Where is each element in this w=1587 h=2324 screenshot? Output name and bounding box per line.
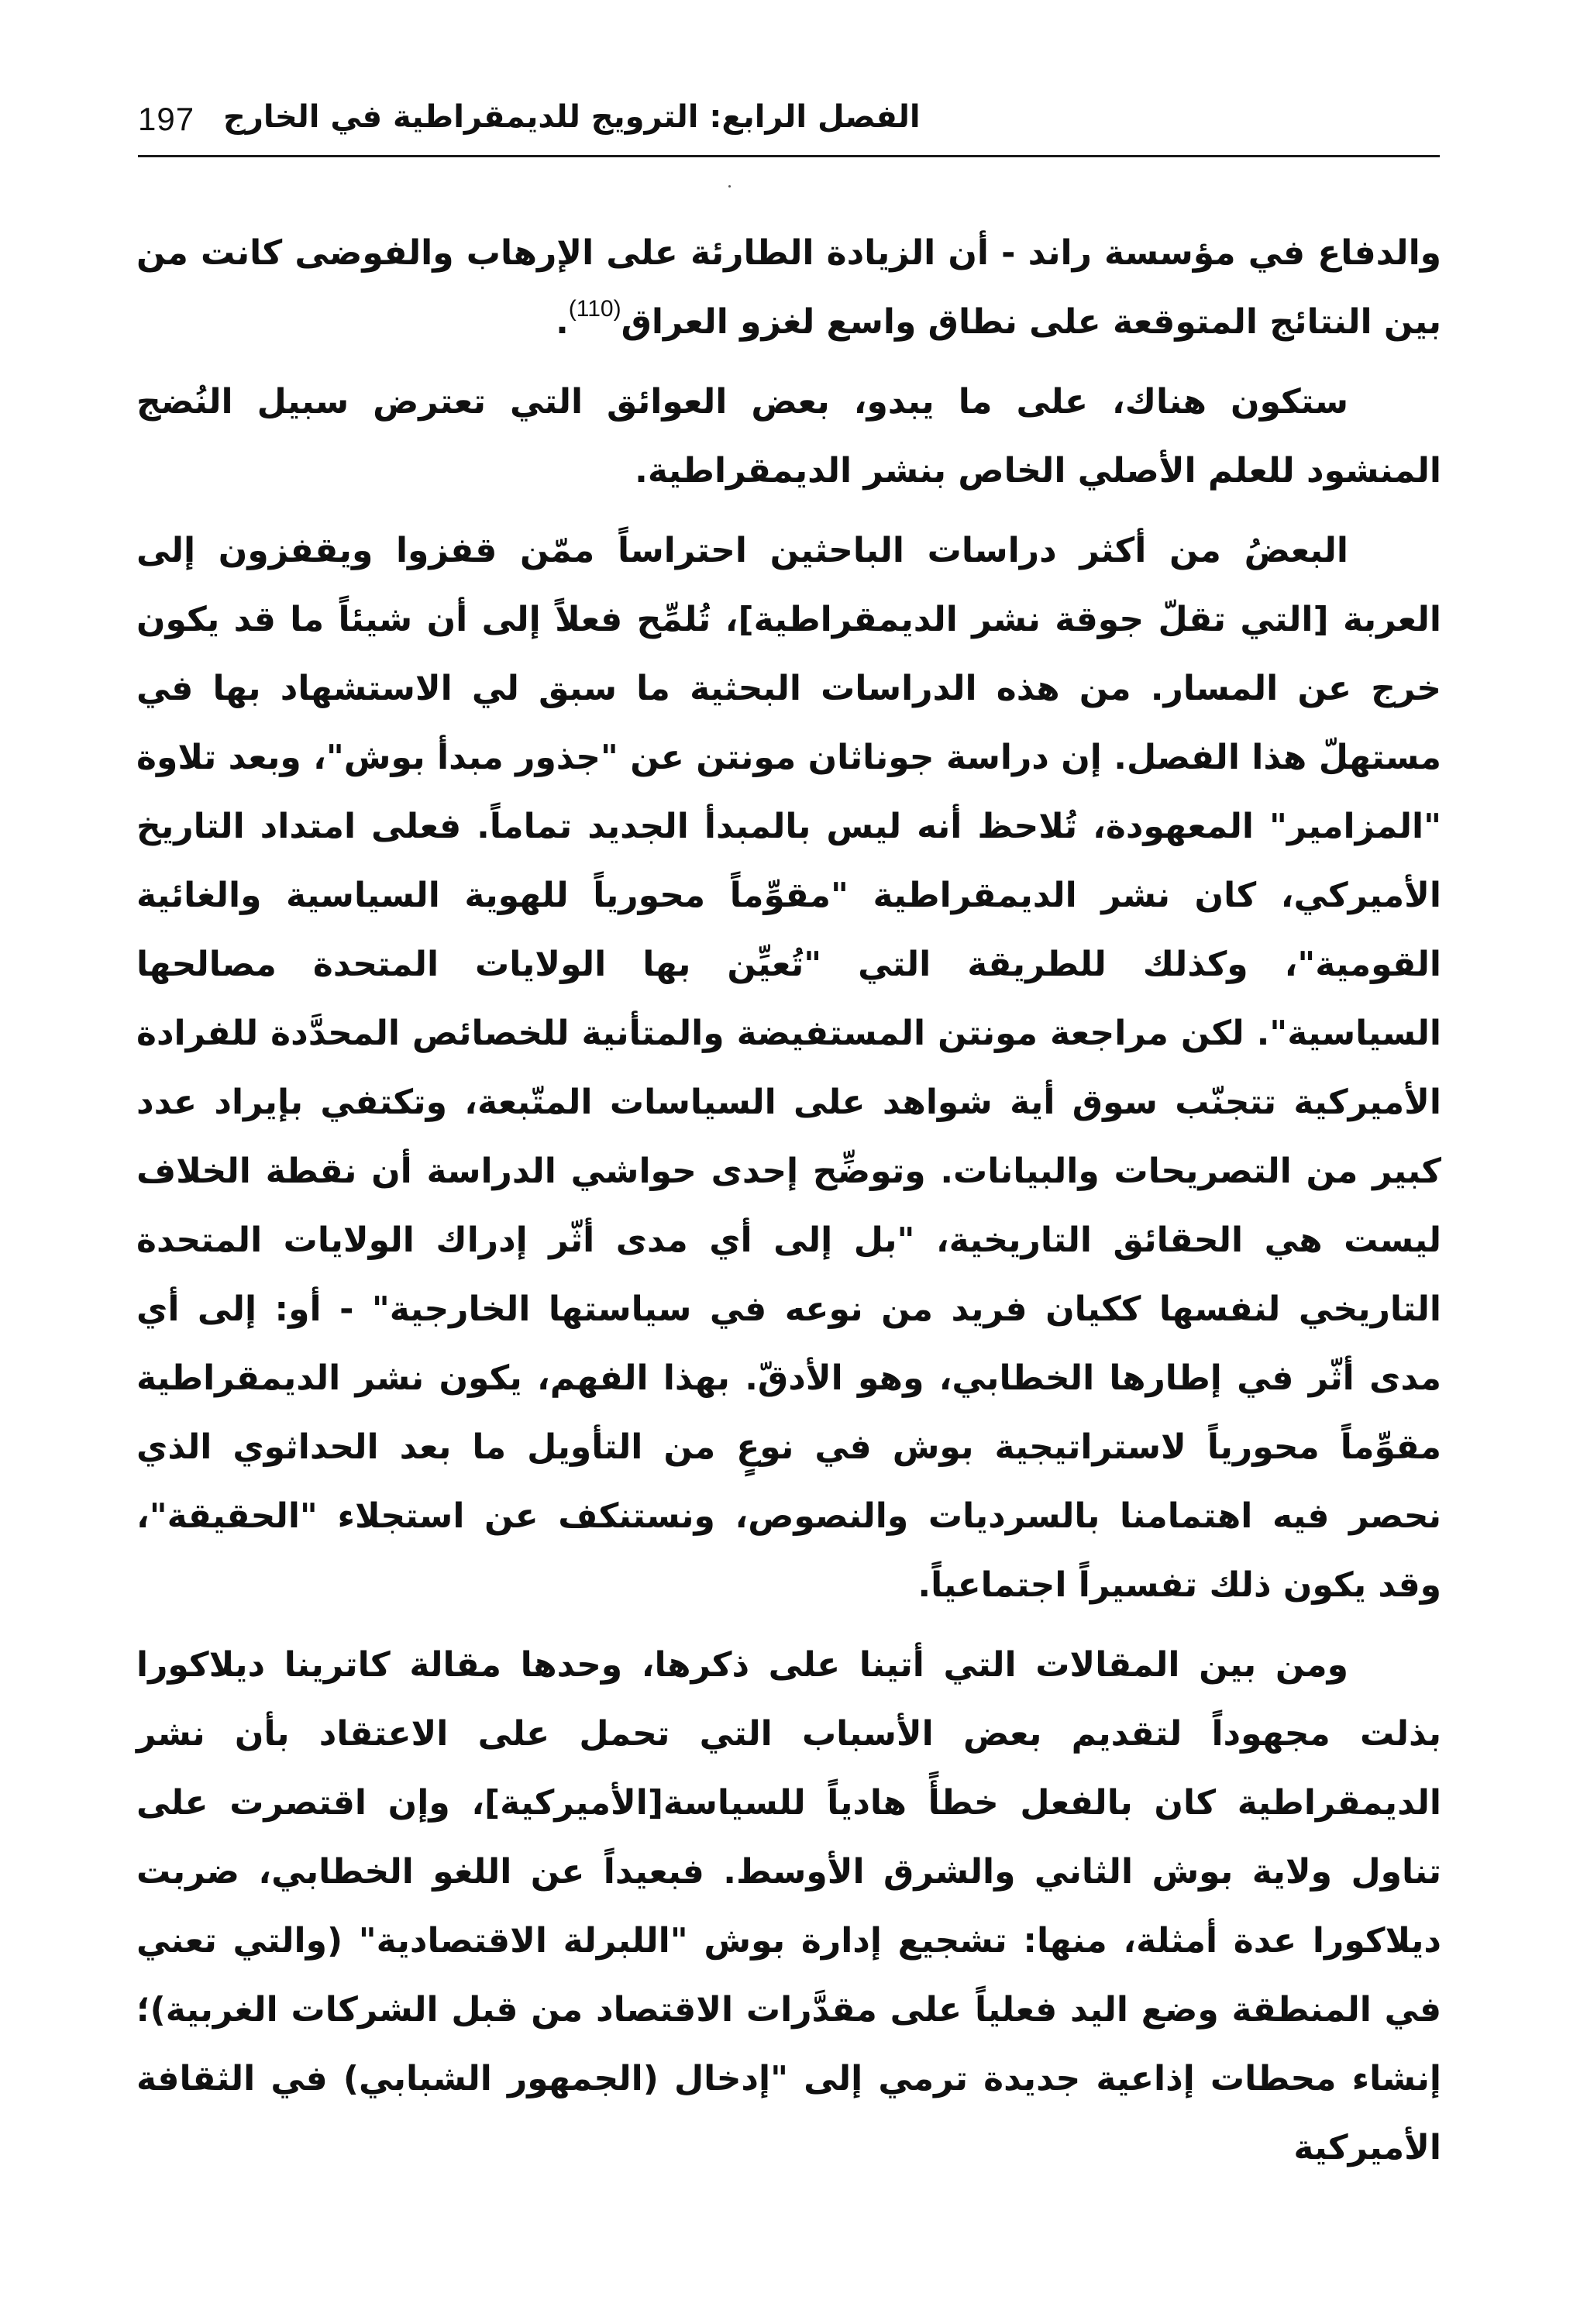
paragraph-2: ستكون هناك، على ما يبدو، بعض العوائق التي تعترض سبيل النُضج المنشود للعلم الأصلي الخاص بنشر الديمقراطية. [136,382,1441,491]
paragraph-1 [136,219,1441,356]
footnote-reference: (110) [568,296,621,322]
paragraph-1-end: . [556,302,569,342]
header-divider [138,155,1440,157]
paragraph-4: ومن بين المقالات التي أتينا على ذكرها، وحدها مقالة كاترينا ديلاكورا بذلت مجهوداً لتقديم بعض الأسباب التي تحمل على الاعتقاد بأن نشر الديمقراطية كان بالفعل خطأً هادياً للسياسة[الأميركية]، وإن اقتصرت على تناول ولاية بوش الثاني والشرق الأوسط. فبعيداً عن اللغو الخطابي، ضربت ديلاكورا عدة أمثلة، منها: تشجيع إدارة بوش "اللبرلة الاقتصادية" (والتي تعني في المنطقة وضع اليد فعلياً على مقدَّرات الاقتصاد من قبل الشركات الغربية)؛ إنشاء محطات إذاعية جديدة ترمي إلى "إدخال (الجمهور الشبابي) في الثقافة الأميركية [136,1645,1441,2167]
paragraph-1-text: والدفاع في مؤسسة راند - أن الزيادة الطارئة على الإرهاب والفوضى كانت من بين النتائج المتوقعة على نطاق واسع لغزو العراق [136,233,1441,342]
paragraph-3: البعضُ من أكثر دراسات الباحثين احتراساً ممّن قفزوا ويقفزون إلى العربة [التي تقلّ جوقة نشر الديمقراطية]، تُلمِّح فعلاً إلى أن شيئاً ما قد يكون خرج عن المسار. من هذه الدراسات البحثية ما سبق لي الاستشهاد بها في مستهلّ هذا الفصل. إن دراسة جوناثان مونتن عن "جذور مبدأ بوش"، وبعد تلاوة "المزامير" المعهودة، تُلاحظ أنه ليس بالمبدأ الجديد تماماً. فعلى امتداد التاريخ الأميركي، كان نشر الديمقراطية "مقوِّماً محورياً للهوية السياسية والغائية القومية"، وكذلك للطريقة التي "تُعيِّن بها الولايات المتحدة مصالحها السياسية". لكن مراجعة مونتن المستفيضة والمتأنية للخصائص المحدَّدة للفرادة الأميركية تتجنّب سوق أية شواهد على السياسات المتّبعة، وتكتفي بإيراد عدد كبير من التصريحات والبيانات. وتوضِّح إحدى حواشي الدراسة أن نقطة الخلاف ليست هي الحقائق التاريخية، "بل إلى أي مدى أثّر إدراك الولايات المتحدة التاريخي لنفسها ككيان فريد من نوعه في سياستها الخارجية" - أو: إلى أي مدى أثّر في إطارها الخطابي، وهو الأدقّ. بهذا الفهم، يكون نشر الديمقراطية مقوِّماً محورياً لاستراتيجية بوش في نوعٍ من التأويل ما بعد الحداثوي الذي نحصر فيه اهتمامنا بالسرديات والنصوص، ونستنكف عن استجلاء "الحقيقة"، وقد يكون ذلك تفسيراً اجتماعياً. [136,531,1441,1605]
chapter-title: الفصل الرابع: الترويج للديمقراطية في الخارج [223,99,921,135]
scan-speck [728,185,731,188]
running-header [138,91,1440,153]
page-number: 197 [138,101,195,137]
body-text [136,219,1441,2193]
